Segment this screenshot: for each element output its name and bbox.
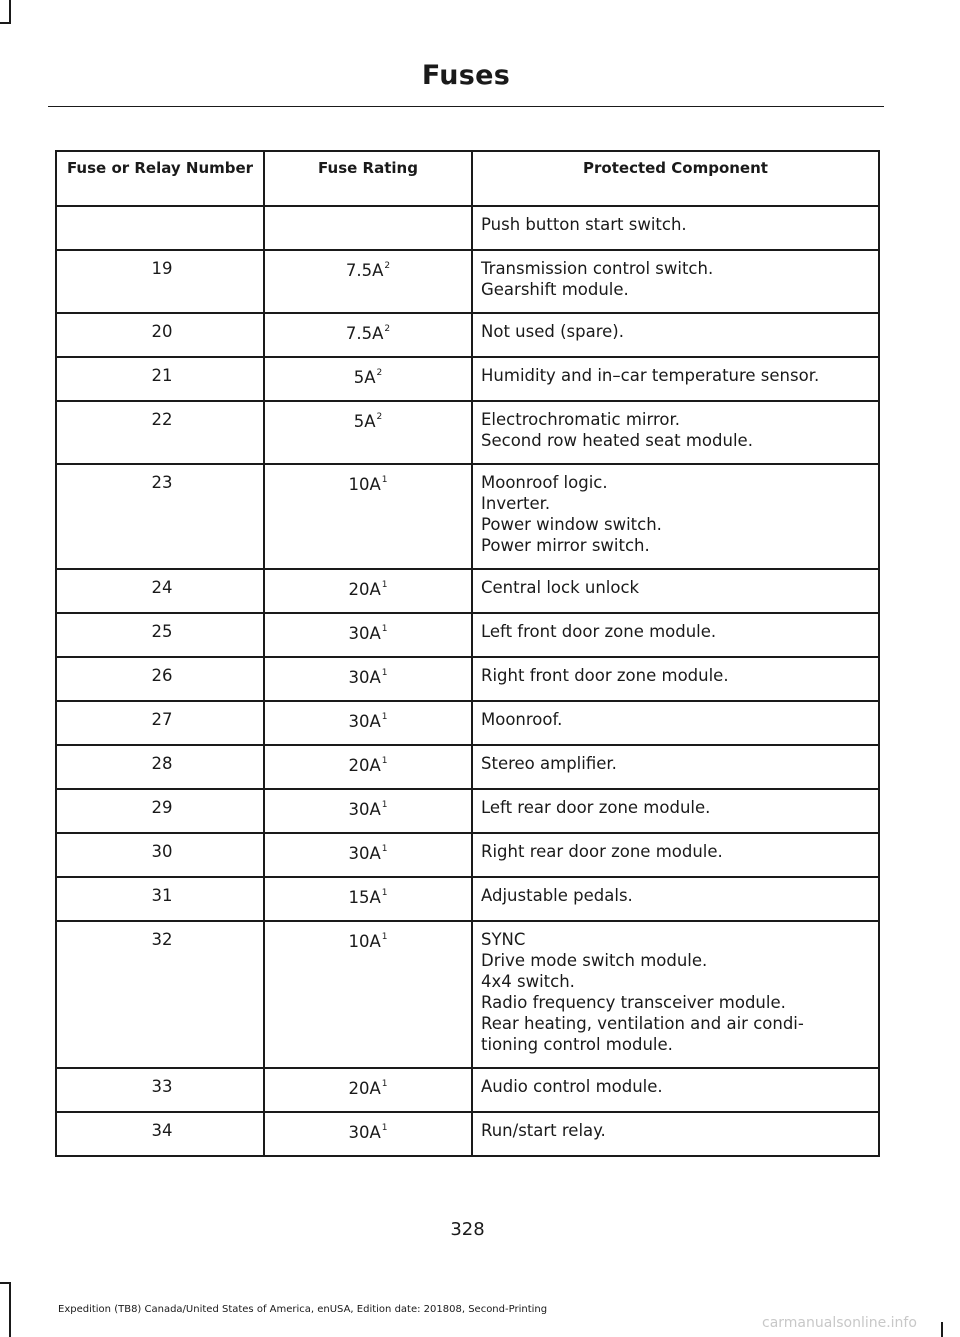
fuse-number: 29 <box>151 798 173 817</box>
fuse-number-cell <box>56 1068 264 1112</box>
title-divider <box>48 106 884 107</box>
component-line: Central lock unlock <box>481 578 640 597</box>
fuse-rating: 20A <box>348 1079 381 1098</box>
component-line: Adjustable pedals. <box>481 886 633 905</box>
fuse-rating: 30A <box>348 668 381 687</box>
fuse-table <box>55 150 880 1157</box>
protected-component-cell <box>472 701 879 745</box>
protected-component-cell <box>472 921 879 1068</box>
table-row <box>56 206 879 250</box>
component-line: Moonroof. <box>481 710 563 729</box>
header-protected-component: Protected Component <box>472 151 879 206</box>
table-row <box>56 701 879 745</box>
fuse-rating-cell <box>264 357 472 401</box>
component-line: SYNC <box>481 930 526 949</box>
table-header-row <box>56 151 879 206</box>
table-row <box>56 569 879 613</box>
table-row <box>56 877 879 921</box>
protected-component-cell <box>472 401 879 464</box>
table-row <box>56 250 879 313</box>
fuse-number: 19 <box>151 259 173 278</box>
fuse-number: 31 <box>151 886 173 905</box>
fuse-number: 28 <box>151 754 173 773</box>
component-line: Push button start switch. <box>481 215 687 234</box>
fuse-number: 32 <box>151 930 173 949</box>
table-row <box>56 1112 879 1156</box>
fuse-number-cell <box>56 569 264 613</box>
fuse-number: 27 <box>151 710 173 729</box>
fuse-rating-cell <box>264 1112 472 1156</box>
footnote-marker: 2 <box>376 368 383 378</box>
footnote-marker: 1 <box>381 668 388 678</box>
component-line: Stereo amplifier. <box>481 754 617 773</box>
component-line: Radio frequency transceiver module. <box>481 993 786 1012</box>
component-line: 4x4 switch. <box>481 972 575 991</box>
footnote-marker: 2 <box>384 261 391 271</box>
table-row <box>56 464 879 569</box>
protected-component-cell <box>472 250 879 313</box>
table-row <box>56 657 879 701</box>
protected-component-cell <box>472 613 879 657</box>
component-line: Moonroof logic. <box>481 473 608 492</box>
fuse-number: 24 <box>151 578 173 597</box>
fuse-number-cell <box>56 833 264 877</box>
component-line: Drive mode switch module. <box>481 951 708 970</box>
table-row <box>56 789 879 833</box>
component-line: Second row heated seat module. <box>481 431 753 450</box>
fuse-rating: 30A <box>348 1123 381 1142</box>
fuse-number-cell <box>56 613 264 657</box>
fuse-table-body <box>56 206 879 1156</box>
component-line: tioning control module. <box>481 1035 673 1054</box>
component-line: Left rear door zone module. <box>481 798 711 817</box>
fuse-rating-cell <box>264 701 472 745</box>
component-line: Audio control module. <box>481 1077 663 1096</box>
fuse-rating: 7.5A <box>345 261 384 280</box>
component-line: Power window switch. <box>481 515 662 534</box>
fuse-rating: 20A <box>348 756 381 775</box>
protected-component-cell <box>472 833 879 877</box>
fuse-number-cell <box>56 877 264 921</box>
fuse-rating-cell <box>264 250 472 313</box>
fuse-rating: 10A <box>348 932 381 951</box>
footnote-marker: 1 <box>381 1123 388 1133</box>
fuse-rating-cell <box>264 877 472 921</box>
fuse-rating-cell <box>264 313 472 357</box>
fuse-rating-cell <box>264 464 472 569</box>
fuse-number: 25 <box>151 622 173 641</box>
protected-component-cell <box>472 313 879 357</box>
protected-component-cell <box>472 745 879 789</box>
fuse-rating-cell <box>264 745 472 789</box>
footnote-marker: 1 <box>381 712 388 722</box>
component-line: Right front door zone module. <box>481 666 729 685</box>
footnote-marker: 1 <box>381 624 388 634</box>
component-line: Right rear door zone module. <box>481 842 723 861</box>
crop-mark-top-left-h <box>0 22 11 24</box>
table-row <box>56 1068 879 1112</box>
component-line: Left front door zone module. <box>481 622 717 641</box>
table-row <box>56 613 879 657</box>
component-line: Not used (spare). <box>481 322 624 341</box>
fuse-number: 33 <box>151 1077 173 1096</box>
fuse-rating: 20A <box>348 580 381 599</box>
footnote-marker: 1 <box>381 1079 388 1089</box>
fuse-number-cell <box>56 745 264 789</box>
fuse-number: 34 <box>151 1121 173 1140</box>
component-line: Power mirror switch. <box>481 536 650 555</box>
footnote-marker: 1 <box>381 844 388 854</box>
footnote-marker: 1 <box>381 580 388 590</box>
page-number: 328 <box>450 1219 485 1240</box>
fuse-number-cell <box>56 313 264 357</box>
component-line: Transmission control switch. <box>481 259 714 278</box>
fuse-number-cell <box>56 789 264 833</box>
fuse-number-cell <box>56 357 264 401</box>
protected-component-cell <box>472 569 879 613</box>
table-row <box>56 313 879 357</box>
protected-component-cell <box>472 657 879 701</box>
fuse-number-cell <box>56 401 264 464</box>
fuse-rating: 5A <box>353 368 376 387</box>
crop-mark-bottom-right <box>941 1322 943 1337</box>
fuse-number-cell <box>56 1112 264 1156</box>
fuse-number: 21 <box>151 366 173 385</box>
table-row <box>56 833 879 877</box>
component-line: Gearshift module. <box>481 280 629 299</box>
fuse-number: 22 <box>151 410 173 429</box>
header-fuse-rating: Fuse Rating <box>264 151 472 206</box>
fuse-number: 30 <box>151 842 173 861</box>
crop-mark-bottom-left <box>9 1282 11 1337</box>
fuse-rating: 30A <box>348 844 381 863</box>
component-line: Electrochromatic mirror. <box>481 410 680 429</box>
fuse-rating-cell <box>264 401 472 464</box>
protected-component-cell <box>472 206 879 250</box>
footnote-marker: 1 <box>381 756 388 766</box>
fuse-rating-cell <box>264 657 472 701</box>
footnote-marker: 2 <box>376 412 383 422</box>
protected-component-cell <box>472 1112 879 1156</box>
fuse-number: 23 <box>151 473 173 492</box>
footnote-marker: 2 <box>384 324 391 334</box>
watermark: carmanualsonline.info <box>762 1315 917 1331</box>
fuse-number-cell <box>56 206 264 250</box>
fuse-number-cell <box>56 701 264 745</box>
fuse-number-cell <box>56 250 264 313</box>
fuse-rating: 30A <box>348 624 381 643</box>
fuse-rating: 30A <box>348 800 381 819</box>
fuse-rating-cell <box>264 1068 472 1112</box>
footnote-marker: 1 <box>381 475 388 485</box>
protected-component-cell <box>472 789 879 833</box>
fuse-rating: 5A <box>353 412 376 431</box>
fuse-rating-cell <box>264 613 472 657</box>
component-line: Run/start relay. <box>481 1121 606 1140</box>
fuse-number-cell <box>56 657 264 701</box>
table-row <box>56 921 879 1068</box>
fuse-number-cell <box>56 921 264 1068</box>
fuse-rating-cell <box>264 569 472 613</box>
fuse-number: 26 <box>151 666 173 685</box>
table-row <box>56 745 879 789</box>
component-line: Inverter. <box>481 494 551 513</box>
fuse-rating-cell <box>264 789 472 833</box>
crop-mark-top-left <box>9 0 11 24</box>
crop-mark-bottom-left-h <box>0 1282 11 1284</box>
fuse-rating: 7.5A <box>345 324 384 343</box>
footer-edition: Expedition (TB8) Canada/United States of America, enUSA, Edition date: 201808, Second-Printing <box>58 1304 548 1315</box>
protected-component-cell <box>472 464 879 569</box>
footnote-marker: 1 <box>381 888 388 898</box>
component-line: Rear heating, ventilation and air condi- <box>481 1014 804 1033</box>
fuse-rating: 15A <box>348 888 381 907</box>
table-row <box>56 357 879 401</box>
fuse-rating-cell <box>264 206 472 250</box>
header-fuse-number: Fuse or Relay Number <box>56 151 264 206</box>
fuse-rating-cell <box>264 921 472 1068</box>
fuse-rating: 30A <box>348 712 381 731</box>
page-title: Fuses <box>421 60 511 91</box>
table-row <box>56 401 879 464</box>
fuse-number: 20 <box>151 322 173 341</box>
component-line: Humidity and in–car temperature sensor. <box>481 366 820 385</box>
fuse-rating: 10A <box>348 475 381 494</box>
footnote-marker: 1 <box>381 800 388 810</box>
footnote-marker: 1 <box>381 932 388 942</box>
protected-component-cell <box>472 1068 879 1112</box>
protected-component-cell <box>472 357 879 401</box>
fuse-number-cell <box>56 464 264 569</box>
fuse-rating-cell <box>264 833 472 877</box>
protected-component-cell <box>472 877 879 921</box>
